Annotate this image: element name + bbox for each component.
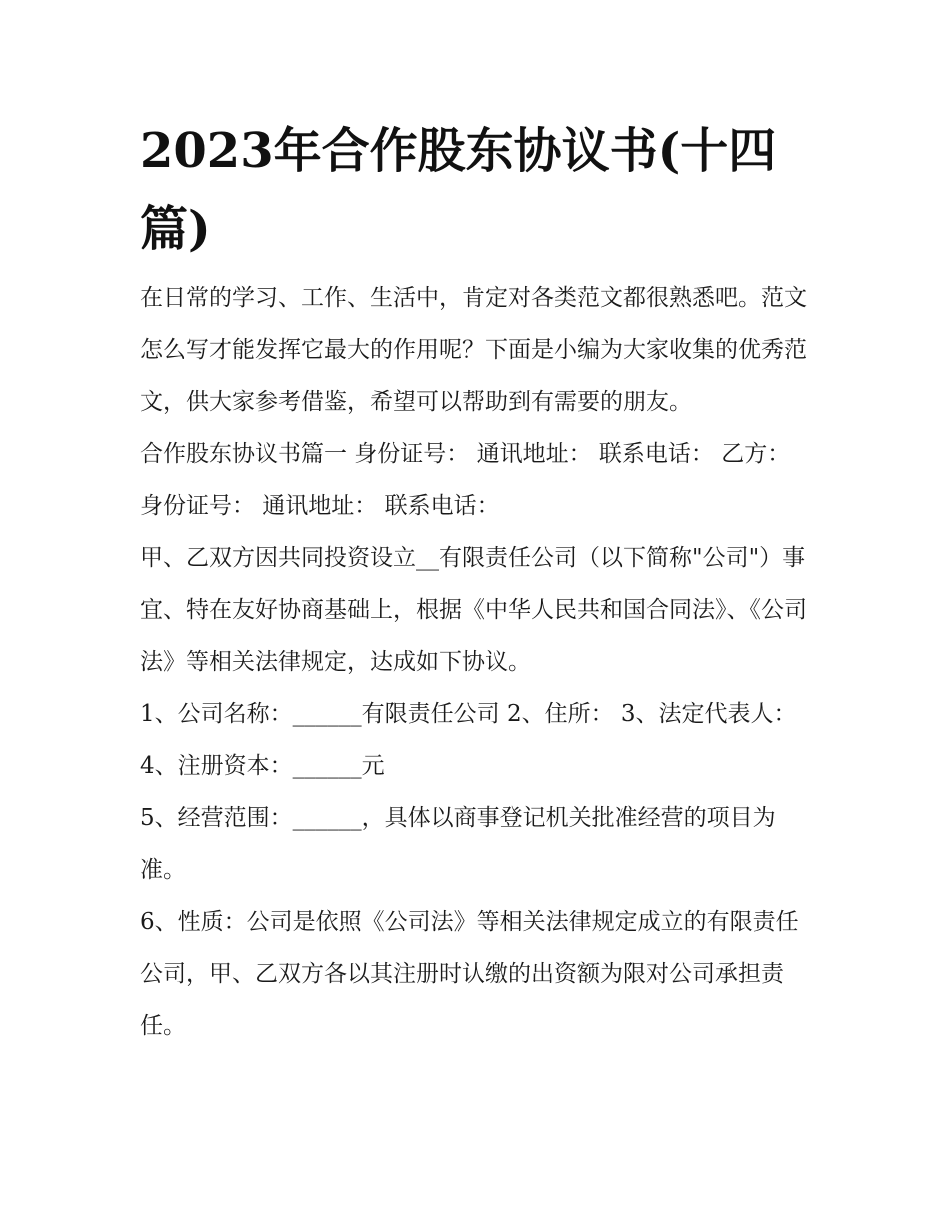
document-title: 2023年合作股东协议书(十四篇) bbox=[140, 123, 777, 257]
company-info-paragraph: 1、公司名称：______有限责任公司 2、住所： 3、法定代表人： 4、注册资本：______元 bbox=[140, 701, 797, 779]
intro-paragraph: 在日常的学习、工作、生活中，肯定对各类范文都很熟悉吧。范文怎么写才能发挥它最大的作用呢？下面是小编为大家收集的优秀范文，供大家参考借鉴，希望可以帮助到有需要的朋友。 bbox=[140, 285, 807, 415]
purpose-paragraph: 甲、乙双方因共同投资设立__有限责任公司（以下简称"公司"）事宜、特在友好协商基础上，根据《中华人民共和国合同法》、《公司法》等相关法律规定，达成如下协议。 bbox=[140, 545, 807, 675]
parties-paragraph: 合作股东协议书篇一 身份证号： 通讯地址： 联系电话： 乙方： 身份证号： 通讯地址： 联系电话： bbox=[140, 441, 791, 519]
business-scope-paragraph: 5、经营范围：______，具体以商事登记机关批准经营的项目为准。 bbox=[140, 805, 776, 883]
document-body bbox=[140, 272, 820, 1052]
company-nature-paragraph: 6、性质：公司是依照《公司法》等相关法律规定成立的有限责任公司，甲、乙双方各以其注册时认缴的出资额为限对公司承担责任。 bbox=[140, 909, 799, 1039]
